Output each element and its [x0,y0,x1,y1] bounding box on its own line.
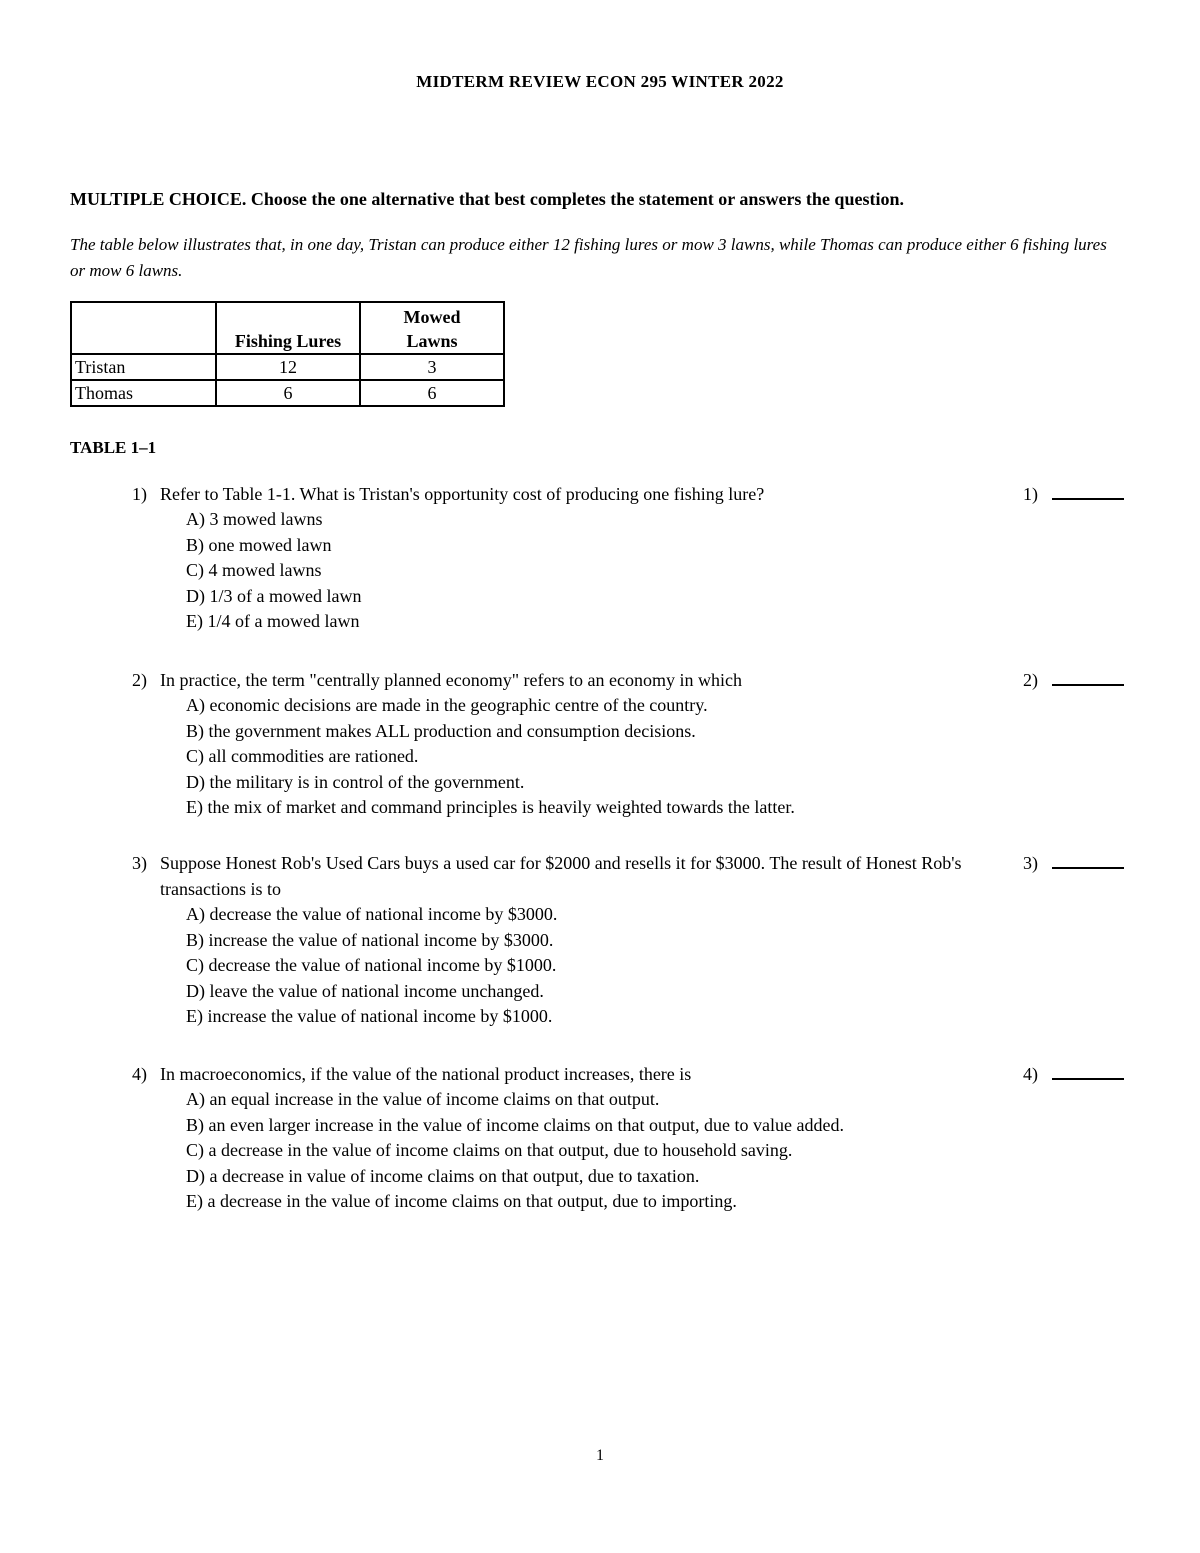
answer-number: 2) [1023,670,1038,690]
option-d[interactable]: D) 1/3 of a mowed lawn [186,585,362,606]
question-text: In practice, the term "centrally planned economy" refers to an economy in which [160,670,742,690]
table-cell: 3 [360,354,504,380]
option-d[interactable]: D) the military is in control of the government. [186,771,525,792]
question-number: 1) [132,484,147,504]
table-header-row [71,302,504,354]
answer-number: 3) [1023,853,1038,873]
table-header-label: Fishing Lures [234,331,342,351]
option-e[interactable]: E) a decrease in the value of income claims on that output, due to importing. [186,1191,737,1211]
page-number: 1 [596,1447,604,1464]
option-c[interactable]: C) decrease the value of national income by $1000. [186,955,557,975]
option-c[interactable]: C) 4 mowed lawns [186,560,322,580]
option-a[interactable]: A) decrease the value of national income by $3000. [186,904,558,924]
option-e[interactable]: E) 1/4 of a mowed lawn [186,611,360,631]
table-cell: Thomas [71,380,216,406]
table-caption: TABLE 1–1 [70,438,157,457]
question-4 [132,1061,1132,1215]
table-header-label-line1: Mowed [403,307,461,327]
table-header-fishing-lures [216,302,360,354]
table-cell: Tristan [71,354,216,380]
question-3 [132,850,1132,1030]
option-a[interactable]: A) economic decisions are made in the geographic centre of the country. [186,695,708,715]
answer-blank[interactable] [1052,1062,1124,1080]
table-cell: 6 [360,380,504,406]
option-c[interactable]: C) all commodities are rationed. [186,746,419,766]
option-c[interactable]: C) a decrease in the value of income claims on that output, due to household saving. [186,1140,793,1160]
option-a[interactable]: A) an equal increase in the value of income claims on that output. [186,1089,660,1109]
answer-slot[interactable] [1023,850,1124,876]
table-row [71,354,504,380]
option-b[interactable]: B) one mowed lawn [186,534,332,555]
answer-blank[interactable] [1052,482,1124,500]
option-b[interactable]: B) the government makes ALL production and consumption decisions. [186,720,696,741]
option-e[interactable]: E) increase the value of national income by $1000. [186,1006,553,1026]
question-stem [132,667,1132,693]
question-number: 3) [132,853,147,873]
option-e[interactable]: E) the mix of market and command principles is heavily weighted towards the latter. [186,797,795,817]
table-cell: 12 [216,354,360,380]
table-cell: 6 [216,380,360,406]
table-row [71,380,504,406]
table-header-mowed-lawns [360,302,504,354]
table-header-blank [71,302,216,354]
answer-number: 1) [1023,484,1038,504]
option-a[interactable]: A) 3 mowed lawns [186,509,323,529]
question-text: Refer to Table 1-1. What is Tristan's opportunity cost of producing one fishing lure? [160,484,765,504]
question-number: 4) [132,1064,147,1084]
option-b[interactable]: B) increase the value of national income by $3000. [186,929,554,950]
instructions: MULTIPLE CHOICE. Choose the one alternative that best completes the statement or answers the question. [70,189,904,209]
data-table [70,301,505,407]
answer-slot[interactable] [1023,481,1124,507]
question-1 [132,481,1132,635]
option-d[interactable]: D) leave the value of national income unchanged. [186,980,544,1001]
answer-number: 4) [1023,1064,1038,1084]
question-number: 2) [132,670,147,690]
question-2 [132,667,1132,821]
page-title: MIDTERM REVIEW ECON 295 WINTER 2022 [416,72,784,91]
answer-blank[interactable] [1052,851,1124,869]
answer-blank[interactable] [1052,668,1124,686]
question-text: Suppose Honest Rob's Used Cars buys a used car for $2000 and resells it for $3000. The result of Honest Rob's transactions is to [160,853,962,899]
table-intro: The table below illustrates that, in one day, Tristan can produce either 12 fishing lures or mow 3 lawns, while Thomas can produce either 6 fishing lures or mow 6 lawns. [70,235,1107,280]
table-header-label-line2: Lawns [406,331,458,351]
answer-slot[interactable] [1023,667,1124,693]
question-stem [132,850,1132,902]
question-stem [132,481,1132,507]
option-d[interactable]: D) a decrease in value of income claims on that output, due to taxation. [186,1165,700,1186]
option-b[interactable]: B) an even larger increase in the value of income claims on that output, due to value added. [186,1114,844,1135]
question-text: In macroeconomics, if the value of the national product increases, there is [160,1064,692,1084]
answer-slot[interactable] [1023,1061,1124,1087]
question-stem [132,1061,1132,1087]
